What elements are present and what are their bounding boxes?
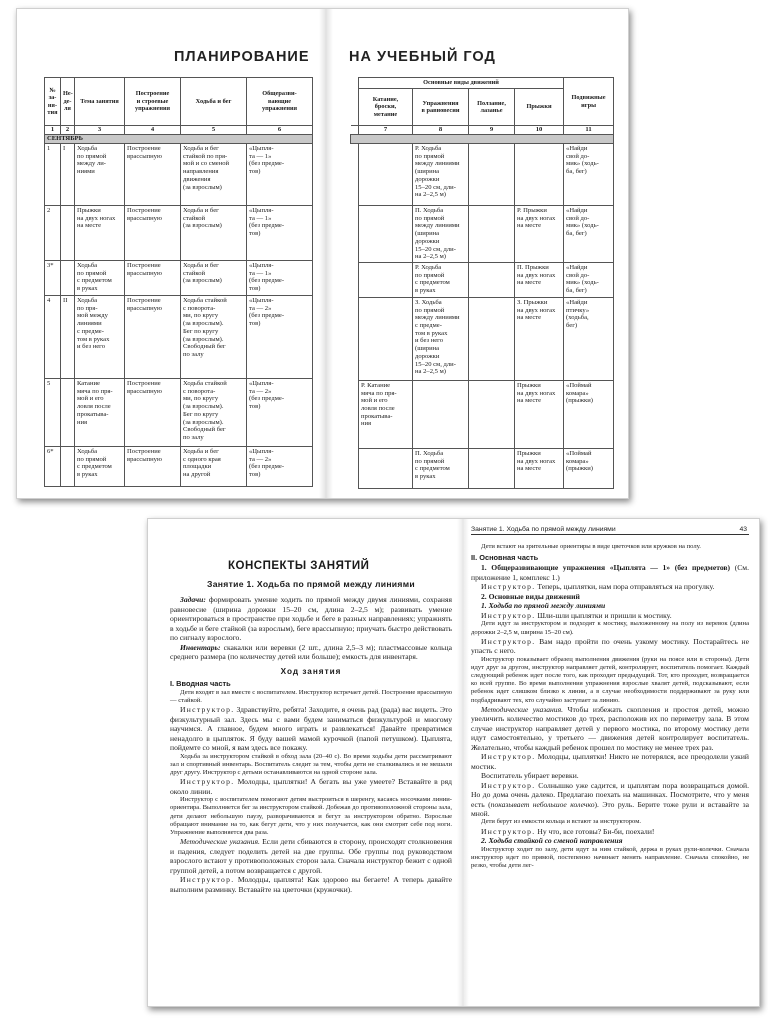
cell-building: Построение врассыпную [125, 206, 181, 261]
cell-jumping: Прыжки на двух ногах на месте [515, 448, 564, 488]
table-row [45, 447, 313, 487]
cell-walk-run: Ходьба стайкой с поворота- ми, по кругу (за взрослым). Бег по кругу (за взрослым). Свободный бег по залу [181, 379, 247, 447]
cell-week: II [61, 296, 75, 379]
instructor-line [471, 827, 749, 836]
paragraph: Воспитатель убирает веревки. [481, 771, 579, 781]
method-paragraph [471, 705, 749, 752]
method-label: Методические указания. [481, 704, 564, 714]
inventory-paragraph [170, 643, 452, 662]
col-number: 6 [247, 126, 313, 135]
cell-balance: П. Ходьба по прямой между линиями (ширина дорожки 15–20 см, дли- на 2–2,5 м) [413, 206, 469, 263]
subheading [471, 601, 749, 610]
instructor-text: Шли-шли цыплятки и пришли к мостику. [537, 610, 672, 620]
cell-general-exercises: «Цыпля- та — 1» (без предме- тов) [247, 261, 313, 296]
table-row [351, 262, 614, 297]
paragraph: Дети идут за инструктором и подходят к мостику, выложенному на полу из веревок (длина дорожки 2–2,5 м, ширина 15–20 см). [471, 620, 749, 636]
cell-week: I [61, 144, 75, 206]
instructor-label: Инструктор. [481, 610, 536, 620]
lesson-notes-spread [147, 518, 760, 1007]
instructor-line [471, 752, 749, 771]
blank-cell [351, 262, 359, 297]
blank-cell [351, 78, 359, 126]
header-building: Построение и строевые упражнения [125, 78, 181, 126]
instructor-text: Здравствуйте, ребята! Заходите, я очень рад (рада) вас видеть. Это физкультурный зал. Здесь мы с вами будем заниматься физкультурой и многому научимся. А главное, будем много играть и развлекаться! Давайте превратимся ненадолго в цыпляток. Я буду вашей мамой курочкой (папой петушком). Цыплята, пойдемте со мной, я вам здесь все покажу. [170, 705, 452, 753]
col-number: 10 [515, 126, 564, 135]
instructor-label: Инструктор. [481, 582, 536, 592]
header-balance: Упражнения в равновесии [413, 89, 469, 126]
cell-building: Построение врассыпную [125, 379, 181, 447]
col-number: 1 [45, 126, 61, 135]
appendix-reference: (См. приложение 1, комплекс 1.) [471, 563, 749, 582]
header-crawling: Ползание, лазанье [469, 89, 515, 126]
header-games: Подвижные игры [564, 78, 614, 126]
cell-crawling [469, 144, 515, 206]
paragraph: Ходьба за инструктором стайкой в обход зала (20–40 с). Во время ходьбы дети рассматривают зал и спортивный инвентарь. Воспитатель следит за тем, чтобы дети не сталкивались и не мешали друг другу. Инструктор с детьми останавливаются на одной стороне зала. [170, 752, 452, 777]
cell-jumping: Прыжки на двух ногах на месте [515, 380, 564, 448]
cell-balance: Р. Ходьба по прямой между линиями (ширина дорожки 15–20 см, дли- на 2–2,5 м) [413, 144, 469, 206]
planning-spread [16, 8, 629, 499]
stage-direction: показывает небольшое колечко [490, 799, 595, 809]
cell-general-exercises: «Цыпля- та — 1» (без предме- тов) [247, 144, 313, 206]
instructor-label: Инструктор. [180, 705, 235, 715]
cell-theme: Ходьба по прямой между ли- ниями [75, 144, 125, 206]
tasks-label: Задачи: [180, 595, 206, 605]
general-exercises-heading: 1. Общеразвивающие упражнения «Цыплята — 1» (без предметов) [481, 563, 731, 573]
instructor-text: ). Это руль. Берите тоже рули и вставайте за мной. [471, 799, 750, 818]
running-head [471, 526, 749, 535]
cell-general-exercises: «Цыпля- та — 2» (без предме- тов) [247, 447, 313, 487]
instructor-label: Инструктор. [481, 780, 536, 790]
cell-building: Построение врассыпную [125, 296, 181, 379]
blank-cell [351, 144, 359, 206]
col-number: 2 [61, 126, 75, 135]
instructor-text: Вам надо пройти по очень узкому мостику. Постарайтесь не упасть с него. [471, 636, 749, 656]
cell-building: Построение врассыпную [125, 144, 181, 206]
paragraph: Дети встают на зрительные ориентиры в виде цветочков или кружков на полу. [481, 543, 701, 550]
method-text: Чтобы избежать скопления и простоя детей, можно увеличить количество мостиков до трех, расположив их по периметру зала. В этом случае инструктор направляет детей у первого мостика, по второму мостику дети идут самостоятельно, у третьего — движения детей контролирует воспитатель. Желательно, чтобы каждый ребенок прошел по мостику не менее трех раз. [471, 704, 749, 752]
header-walk-run: Ходьба и бег [181, 78, 247, 126]
cell-crawling [469, 297, 515, 380]
instructor-text: Ну что, все готовы? Би-би, поехали! [537, 826, 655, 836]
cell-games: «Найди свой до- мик» (ходь- ба, бег) [564, 206, 614, 263]
cell-crawling [469, 206, 515, 263]
cell-jumping: З. Прыжки на двух ногах на месте [515, 297, 564, 380]
instructor-line [471, 781, 749, 819]
table-row [351, 206, 614, 263]
cell-week [61, 447, 75, 487]
cell-throwing [359, 448, 413, 488]
method-label: Методические указания. [180, 837, 260, 847]
cell-games: «Найди птичку» (ходьба, бег) [564, 297, 614, 380]
header-week: Не- де- ля [61, 78, 75, 126]
cell-balance: З. Ходьба по прямой между линиями с предме- том в руках и без него (ширина дорожки 15–20 см, дли- на 2–2,5 м) [413, 297, 469, 380]
cell-throwing: Р. Катание мяча по пря- мой и его ловля после прокатыва- ния [359, 380, 413, 448]
cell-crawling [469, 380, 515, 448]
left-page-text [170, 555, 452, 894]
instructor-label: Инструктор. [180, 777, 235, 787]
page-number: 43 [739, 526, 747, 533]
inventory-label: Инвентарь: [180, 642, 221, 652]
cell-general-exercises: «Цыпля- та — 2» (без предме- тов) [247, 296, 313, 379]
table-row [45, 379, 313, 447]
paragraph: Дети берут из емкости кольца и встают за инструктором. [481, 818, 642, 826]
main-movements-heading: 2. Основные виды движений [481, 591, 580, 601]
cell-general-exercises: «Цыпля- та — 2» (без предме- тов) [247, 379, 313, 447]
cell-games: «Поймай комара» (прыжки) [564, 448, 614, 488]
blank-cell [351, 297, 359, 380]
instructor-line [170, 875, 452, 894]
cell-balance: Р. Ходьба по прямой с предметом в руках [413, 262, 469, 297]
paragraph: Инструктор показывает образец выполнения движения (руки на поясе или в стороны). Дети идут друг за другом, инструктор направляет детей, контролирует, воспитатель помогает. Каждый следующий ребенок идет после того, как проходит предыдущий. Тот, кто проходит, возвращается ко всей группе. Во время выполнения упражнения взрослые хвалят детей, подсказывают, если ребенок идет слишком близко к линии, а в случае необходимости поддерживают за руку или подбадривают тех, кто случайно заступает за линию. [471, 655, 749, 704]
running-head-title: Занятие 1. Ходьба по прямой между линиями [471, 526, 616, 533]
cell-balance: П. Ходьба по прямой с предметом в руках [413, 448, 469, 488]
instructor-line [170, 777, 452, 796]
cell-lesson-no: 3* [45, 261, 61, 296]
cell-jumping: П. Прыжки на двух ногах на месте [515, 262, 564, 297]
cell-lesson-no: 2 [45, 206, 61, 261]
part2-heading: II. Основная часть [471, 553, 539, 563]
instructor-line [471, 582, 749, 591]
course-title: Ход занятия [280, 666, 342, 676]
cell-building: Построение врассыпную [125, 447, 181, 487]
method-text: Если дети сбиваются в сторону, происходят столкновения и падения, следует поделить детей на две группы. Обе группы под руководством взрослого встают у противоположных сторон зала. Сначала инструктор бежит с одной группой детей, а потом возвращается с другой. [170, 837, 452, 875]
cell-lesson-no: 5 [45, 379, 61, 447]
tasks-paragraph [170, 595, 452, 642]
cell-walk-run: Ходьба и бег стайкой (за взрослым) [181, 261, 247, 296]
col-number: 8 [413, 126, 469, 135]
header-theme: Тема занятия [75, 78, 125, 126]
cell-jumping: Р. Прыжки на двух ногах на месте [515, 206, 564, 263]
header-main-movements: Основные виды движений [359, 78, 564, 89]
table-row [351, 448, 614, 488]
subheading [471, 836, 749, 845]
cell-jumping [515, 144, 564, 206]
instructor-text: Молодцы, цыплятки! Никто не потерялся, все преодолели узкий мостик. [471, 752, 749, 771]
instructor-label: Инструктор. [180, 875, 235, 885]
part1-heading: I. Вводная часть [170, 678, 231, 688]
instructor-text: Молодцы, цыплята! Как здорово вы бегаете! А теперь давайте выполним разминку. Вставайте на цветочки (кружочки). [170, 875, 452, 894]
cell-walk-run: Ходьба и бег с одного края площадки на другой [181, 447, 247, 487]
col-number: 9 [469, 126, 515, 135]
paragraph: Дети входят в зал вместе с воспитателем. Инструктор встречает детей. Построение врассыпную — стайкой. [170, 689, 452, 705]
instructor-label: Инструктор. [481, 752, 536, 762]
table-row [351, 380, 614, 448]
section-title: КОНСПЕКТЫ ЗАНЯТИЙ [228, 560, 370, 572]
paragraph: Инструктор ходит по залу, дети идут за ним стайкой, держа в руках рули-колечки. Сначала инструктор идет по прямой, постепенно начинает менять направление. Сначала спокойно, не резко, чтобы дети лег- [471, 845, 749, 869]
planning-table-left [44, 77, 313, 487]
col-number: 5 [181, 126, 247, 135]
table-row [45, 261, 313, 296]
instructor-label: Инструктор. [481, 826, 536, 836]
subheading [471, 563, 749, 582]
cell-throwing [359, 297, 413, 380]
instructor-line [170, 705, 452, 752]
blank-cell [351, 206, 359, 263]
table-row [351, 297, 614, 380]
cell-theme: Ходьба по прямой с предметом в руках [75, 447, 125, 487]
instructor-line [471, 611, 749, 620]
table-row [45, 206, 313, 261]
cell-building: Построение врассыпную [125, 261, 181, 296]
cell-games: «Найди свой до- мик» (ходь- ба, бег) [564, 144, 614, 206]
cell-walk-run: Ходьба и бег стайкой (за взрослым) [181, 206, 247, 261]
run-heading: 2. Ходьба стайкой со сменой направления [481, 836, 623, 846]
header-throwing: Катание, броски, метание [359, 89, 413, 126]
method-paragraph [170, 837, 452, 875]
cell-week [61, 379, 75, 447]
cell-theme: Катание мяча по пря- мой и его ловля после прокатыва- ния [75, 379, 125, 447]
book-gutter [319, 9, 333, 498]
cell-crawling [469, 262, 515, 297]
col-number: 11 [564, 126, 614, 135]
cell-crawling [469, 448, 515, 488]
cell-general-exercises: «Цыпля- та — 1» (без предме- тов) [247, 206, 313, 261]
cell-theme: Ходьба по прямой с предметом в руках [75, 261, 125, 296]
cell-walk-run: Ходьба и бег стайкой по пря- мой и со сменой направления движения (за взрослым) [181, 144, 247, 206]
cell-week [61, 206, 75, 261]
lesson-title: Занятие 1. Ходьба по прямой между линиями [207, 579, 415, 590]
tasks-text: формировать умение ходить по прямой между двумя линиями, сохраняя равновесие (ширина дорожки 15–20 см, длина 2–2,5 м); развивать умение ориентироваться в пространстве при ходьбе и беге в разных направлениях; упражнять в ходьбе и беге стайкой (за взрослым), беге врассыпную; приучать быстро действовать по сигналу взрослого. [170, 595, 452, 643]
right-page-text [471, 543, 749, 870]
cell-throwing [359, 206, 413, 263]
cell-theme: Ходьба по пря- мой между линиями с предме- том в руках и без него [75, 296, 125, 379]
table-row [45, 296, 313, 379]
subheading [471, 592, 749, 601]
col-number: 3 [75, 126, 125, 135]
planning-title-right: НА УЧЕБНЫЙ ГОД [349, 49, 496, 65]
cell-throwing [359, 144, 413, 206]
header-jumping: Прыжки [515, 89, 564, 126]
book-gutter [457, 519, 469, 1006]
cell-games: «Найди свой до- мик» (ходь- ба, бег) [564, 262, 614, 297]
cell-lesson-no: 1 [45, 144, 61, 206]
cell-lesson-no: 6* [45, 447, 61, 487]
col-number: 4 [125, 126, 181, 135]
cell-throwing [359, 262, 413, 297]
planning-table-right [350, 77, 614, 489]
blank-cell [351, 380, 359, 448]
paragraph: Инструктор с воспитателем помогают детям выстроиться в шеренгу, касаясь носочками линии-ориентира. Выполняется бег за инструктором стайкой. Добежав до противоположной стороны зала, дети делают небольшую паузу, разворачиваются и бегут за инструктором обратно. Взрослые обращают внимание на то, как бегут дети, что у них получается, как они смотрят себе под ноги. Упражнение выполняется два раза. [170, 796, 452, 836]
inventory-text: скакалки или веревки (2 шт., длина 2,5–3 м); пластмассовые кольца среднего размера (по количеству детей или больше); емкость для инвентаря. [170, 642, 452, 662]
table-row [351, 144, 614, 206]
blank-cell [351, 448, 359, 488]
blank-cell [351, 126, 359, 135]
instructor-text: Теперь, цыплятки, нам пора отправляться на прогулку. [537, 582, 715, 592]
walk-line-heading: 1. Ходьба по прямой между линиями [481, 601, 606, 611]
month-band [351, 135, 614, 144]
cell-theme: Прыжки на двух ногах на месте [75, 206, 125, 261]
header-general-exercises: Общеразви- вающие упражнения [247, 78, 313, 126]
instructor-line [471, 637, 749, 656]
instructor-text: Солнышко уже садится, и цыплятам пора возвращаться домой. Но до дома очень далеко. Предлагаю поехать на машинках. Посмотрите, что у меня есть ( [471, 780, 749, 809]
cell-lesson-no: 4 [45, 296, 61, 379]
cell-games: «Поймай комара» (прыжки) [564, 380, 614, 448]
cell-walk-run: Ходьба стайкой с поворота- ми, по кругу (за взрослым). Бег по кругу (за взрослым). Свободный бег по залу [181, 296, 247, 379]
month-label: СЕНТЯБРЬ [45, 135, 313, 144]
col-number: 7 [359, 126, 413, 135]
header-lesson-no: № за- ня- тия [45, 78, 61, 126]
planning-title-left: ПЛАНИРОВАНИЕ [174, 49, 310, 65]
cell-week [61, 261, 75, 296]
cell-balance [413, 380, 469, 448]
instructor-text: Молодцы, цыплятки! А бегать вы уже умеете? Вставайте в ряд около линии. [170, 777, 452, 796]
table-row [45, 144, 313, 206]
instructor-label: Инструктор. [481, 636, 536, 646]
